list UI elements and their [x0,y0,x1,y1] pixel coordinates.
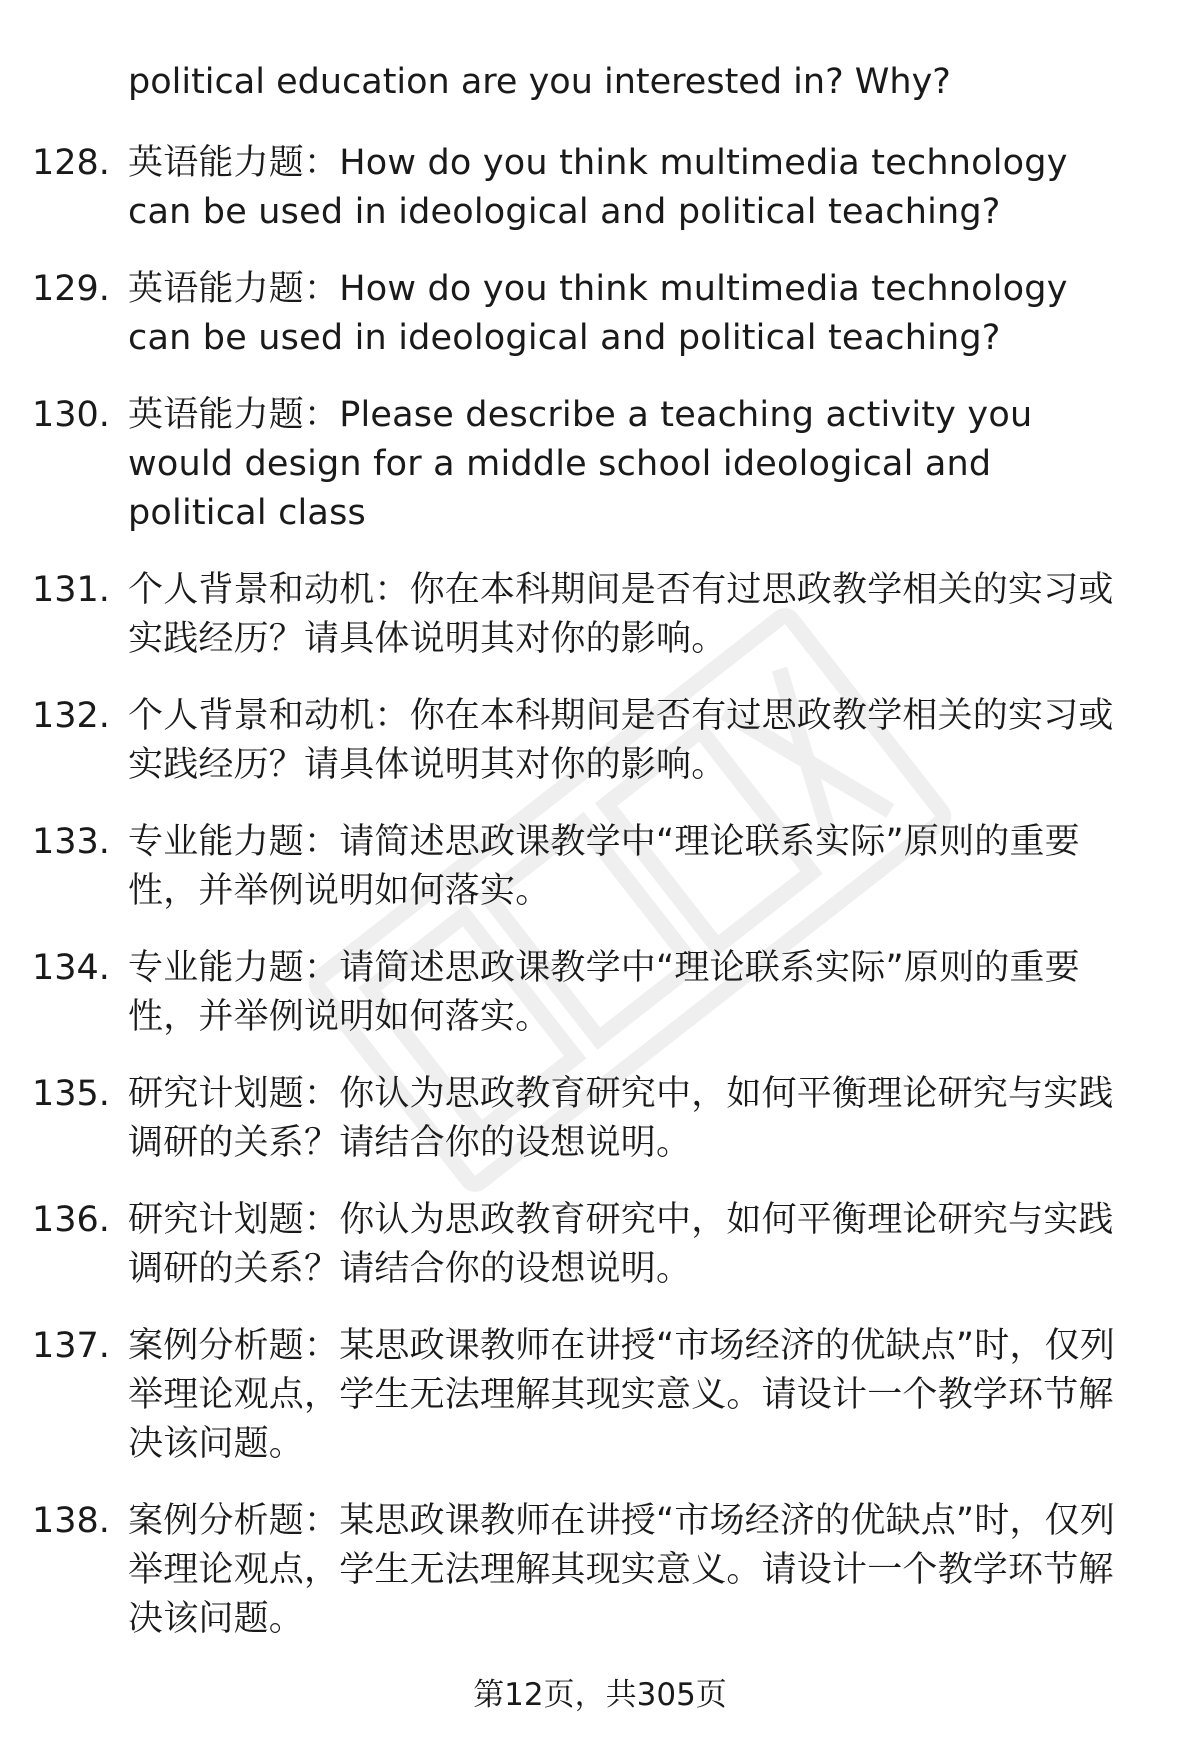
question-list [0,139,1200,1644]
list-item [0,1497,1138,1644]
list-item [0,692,1138,790]
question-number: 135. [32,1074,110,1114]
list-item [0,391,1138,538]
question-text: 专业能力题：请简述思政课教学中“理论联系实际”原则的重要性，并举例说明如何落实。 [128,822,1080,911]
list-item [0,944,1138,1042]
page-footer: 第12页，共305页 [473,1677,727,1713]
question-text: 案例分析题：某思政课教师在讲授“市场经济的优缺点”时，仅列举理论观点，学生无法理解其现实意义。请设计一个教学环节解决该问题。 [128,1326,1116,1464]
list-item [0,566,1138,664]
list-item [0,1196,1138,1294]
question-text: 个人背景和动机：你在本科期间是否有过思政教学相关的实习或实践经历？请具体说明其对你的影响。 [128,570,1114,659]
question-number: 134. [32,948,110,988]
question-text: 英语能力题：How do you think multimedia technology can be used in ideological and political teaching? [128,143,1068,232]
question-number: 131. [32,570,110,610]
question-text: 英语能力题：How do you think multimedia technology can be used in ideological and political teaching? [128,269,1068,358]
question-text: 案例分析题：某思政课教师在讲授“市场经济的优缺点”时，仅列举理论观点，学生无法理解其现实意义。请设计一个教学环节解决该问题。 [128,1501,1116,1639]
list-item [0,139,1138,237]
question-continuation: political education are you interested in? Why? [128,62,951,102]
list-item [0,1322,1138,1469]
document-content [0,58,1200,1644]
question-number: 129. [32,269,110,309]
question-number: 136. [32,1200,110,1240]
question-text: 个人背景和动机：你在本科期间是否有过思政教学相关的实习或实践经历？请具体说明其对你的影响。 [128,696,1114,785]
question-text: 研究计划题：你认为思政教育研究中，如何平衡理论研究与实践调研的关系？请结合你的设想说明。 [128,1074,1114,1163]
question-number: 128. [32,143,110,183]
question-text: 研究计划题：你认为思政教育研究中，如何平衡理论研究与实践调研的关系？请结合你的设想说明。 [128,1200,1114,1289]
question-text: 英语能力题：Please describe a teaching activity you would design for a middle school ideological and political class [128,395,1033,533]
question-number: 138. [32,1501,110,1541]
question-text: 专业能力题：请简述思政课教学中“理论联系实际”原则的重要性，并举例说明如何落实。 [128,948,1080,1037]
question-number: 133. [32,822,110,862]
question-number: 130. [32,395,110,435]
question-number: 132. [32,696,110,736]
list-item [0,1070,1138,1168]
list-item [0,818,1138,916]
question-number: 137. [32,1326,110,1366]
list-item [0,265,1138,363]
